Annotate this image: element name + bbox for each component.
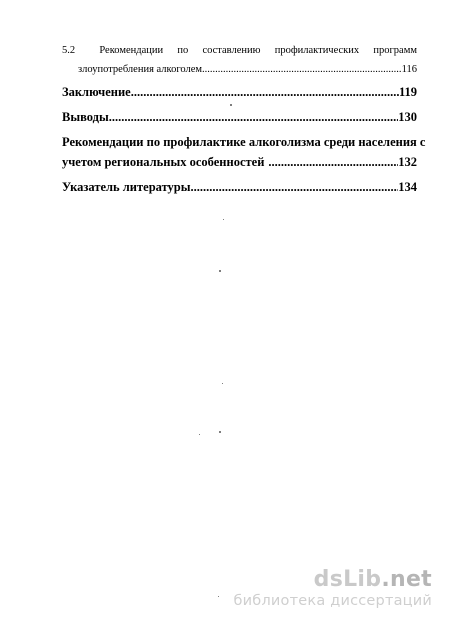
toc-entry-5-2-title-cont: злоупотребления алкоголем. — [78, 64, 205, 75]
toc-entry-5-2-page: 116 — [401, 64, 417, 75]
toc-entry-references[interactable] — [62, 180, 417, 195]
toc-entry-5-2-line1 — [62, 45, 417, 56]
toc-entry-references-title: Указатель литературы. — [62, 180, 194, 194]
toc-entry-conclusion-page: 119 — [398, 85, 417, 99]
watermark-logo: dsLib.net — [313, 566, 432, 592]
toc-entry-conclusion-title: Заключение — [62, 85, 131, 99]
scan-speck — [222, 383, 223, 384]
dot-leader — [131, 85, 399, 100]
toc-entry-findings-title: Выводы — [62, 110, 109, 124]
toc-entry-recommendations-title-cont: учетом региональных особенностей — [62, 155, 265, 169]
toc-entry-findings-page: 130 — [398, 110, 417, 124]
scan-speck — [199, 434, 200, 435]
toc-entry-references-page: 134 — [398, 180, 417, 194]
dot-leader — [205, 64, 402, 75]
toc-entry-5-2-line2[interactable] — [78, 64, 417, 75]
scan-speck — [230, 104, 232, 106]
scan-speck — [218, 596, 219, 597]
dslib-watermark — [233, 566, 432, 609]
toc-entry-conclusion[interactable] — [62, 85, 417, 100]
scan-speck — [219, 431, 221, 433]
toc-entry-findings[interactable] — [62, 110, 417, 125]
scan-speck — [219, 270, 221, 272]
dot-leader — [194, 180, 399, 195]
toc-entry-5-2-number: 5.2 — [62, 45, 76, 56]
toc-entry-recommendations-line2[interactable] — [62, 155, 417, 170]
watermark-subtitle: библиотека диссертаций — [233, 592, 432, 609]
dot-leader — [109, 110, 399, 125]
toc-entry-5-2-title: Рекомендации по составлению профилактических программ — [99, 45, 418, 56]
toc-entry-recommendations-line1 — [62, 135, 426, 150]
toc-entry-recommendations-title: Рекомендации по профилактике алкоголизма среди населения с — [62, 135, 426, 149]
toc-entry-recommendations-page: 132 — [398, 155, 417, 169]
dot-leader — [268, 155, 398, 170]
scan-speck — [223, 219, 224, 220]
